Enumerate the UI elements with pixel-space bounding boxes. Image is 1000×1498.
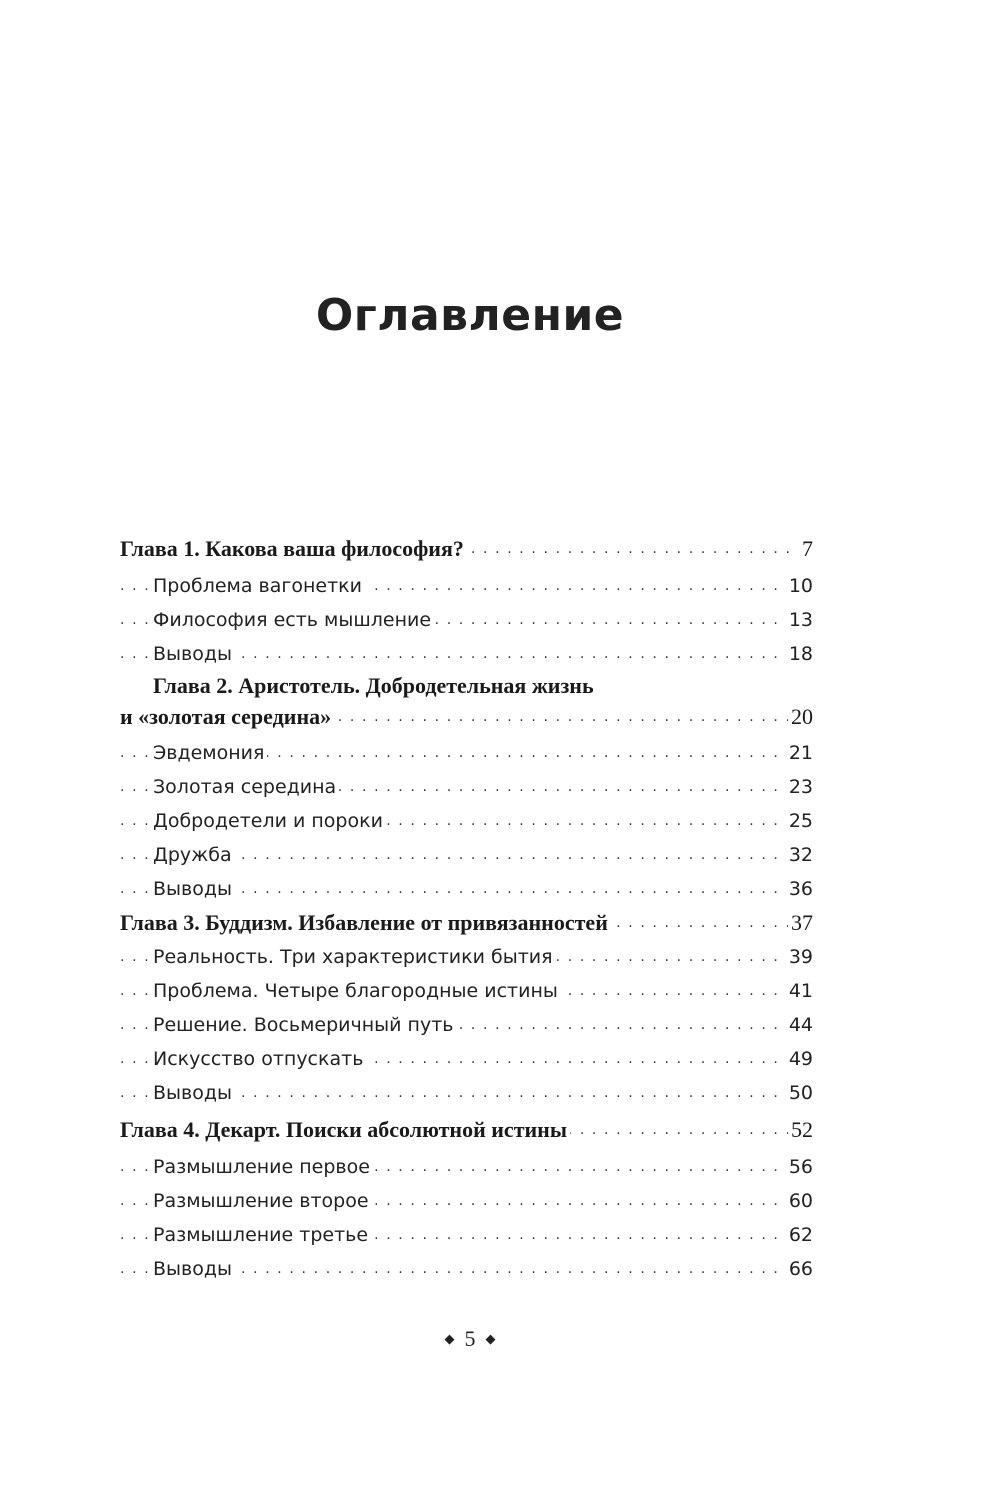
toc-entry-title-line1: Глава 2. Аристотель. Добродетельная жизнь bbox=[153, 673, 594, 698]
toc-entry-title: Размышление первое bbox=[153, 1156, 373, 1178]
toc-chapter-3[interactable] bbox=[120, 906, 813, 940]
toc-entry-page: 39 bbox=[786, 940, 813, 974]
toc-entry-page: 41 bbox=[786, 974, 813, 1008]
toc-entry-page: 23 bbox=[786, 770, 813, 804]
page-number: 5 bbox=[464, 1326, 476, 1351]
toc-entry-page: 50 bbox=[786, 1076, 813, 1110]
toc-chapter-4[interactable] bbox=[120, 1113, 813, 1147]
toc-section[interactable] bbox=[120, 1184, 813, 1218]
toc-entry-page: 32 bbox=[786, 838, 813, 872]
toc-entry-title: Размышление второе bbox=[153, 1190, 372, 1212]
toc-entry-page: 62 bbox=[786, 1218, 813, 1252]
toc-entry-page: 25 bbox=[786, 804, 813, 838]
toc-entry-title: Глава 3. Буддизм. Избавление от привязанностей bbox=[120, 910, 611, 935]
toc-entry-title-line2-row bbox=[120, 701, 813, 733]
toc-entry-page: 49 bbox=[786, 1042, 813, 1076]
toc-section[interactable] bbox=[120, 1076, 813, 1110]
toc-entry-title: Глава 4. Декарт. Поиски абсолютной истины bbox=[120, 1117, 570, 1142]
toc-entry-page: 66 bbox=[786, 1252, 813, 1286]
page-title: Оглавление bbox=[315, 290, 625, 341]
toc-section[interactable] bbox=[120, 804, 813, 838]
toc-entry-title: Выводы bbox=[153, 878, 235, 900]
toc-section[interactable] bbox=[120, 1008, 813, 1042]
toc-entry-title: Реальность. Три характеристики бытия bbox=[153, 946, 556, 968]
toc-entry-title-line2: и «золотая середина» bbox=[120, 704, 334, 729]
toc-entry-title: Выводы bbox=[153, 643, 235, 665]
toc-section[interactable] bbox=[120, 974, 813, 1008]
toc-entry-page: 20 bbox=[788, 701, 813, 733]
toc-entry-page: 13 bbox=[786, 603, 813, 637]
table-of-contents bbox=[120, 532, 813, 1286]
toc-entry-title: Выводы bbox=[153, 1258, 235, 1280]
page-footer bbox=[0, 1326, 940, 1352]
toc-entry-title: Добродетели и пороки bbox=[153, 810, 386, 832]
toc-entry-page: 37 bbox=[788, 906, 813, 940]
toc-entry-title: Проблема вагонетки bbox=[153, 575, 365, 597]
toc-section[interactable] bbox=[120, 1150, 813, 1184]
toc-entry-title: Выводы bbox=[153, 1082, 235, 1104]
diamond-ornament-icon: ◆ bbox=[444, 1331, 455, 1346]
toc-chapter-1[interactable] bbox=[120, 532, 813, 566]
toc-section[interactable] bbox=[120, 603, 813, 637]
toc-entry-title: Золотая середина bbox=[153, 776, 339, 798]
toc-entry-title: Дружба bbox=[153, 844, 235, 866]
toc-entry-page: 36 bbox=[786, 872, 813, 906]
toc-entry-page: 56 bbox=[786, 1150, 813, 1184]
toc-section[interactable] bbox=[120, 940, 813, 974]
toc-section[interactable] bbox=[120, 736, 813, 770]
toc-section[interactable] bbox=[120, 872, 813, 906]
toc-section[interactable] bbox=[120, 1252, 813, 1286]
toc-entry-page: 60 bbox=[786, 1184, 813, 1218]
toc-section[interactable] bbox=[120, 637, 813, 671]
toc-entry-page: 44 bbox=[786, 1008, 813, 1042]
toc-entry-page: 7 bbox=[799, 532, 813, 566]
toc-section[interactable] bbox=[120, 569, 813, 603]
toc-entry-title: Глава 1. Какова ваша философия? bbox=[120, 536, 467, 561]
toc-entry-title: Размышление третье bbox=[153, 1224, 371, 1246]
toc-chapter-2[interactable] bbox=[120, 671, 813, 733]
toc-section[interactable] bbox=[120, 838, 813, 872]
diamond-ornament-icon: ◆ bbox=[485, 1331, 496, 1346]
toc-entry-page: 10 bbox=[786, 569, 813, 603]
toc-entry-title: Решение. Восьмеричный путь bbox=[153, 1014, 456, 1036]
toc-section[interactable] bbox=[120, 1218, 813, 1252]
toc-section[interactable] bbox=[120, 1042, 813, 1076]
toc-section[interactable] bbox=[120, 770, 813, 804]
toc-entry-page: 52 bbox=[788, 1113, 813, 1147]
toc-entry-title: Философия есть мышление bbox=[153, 609, 434, 631]
toc-entry-title: Проблема. Четыре благородные истины bbox=[153, 980, 561, 1002]
toc-entry-title: Эвдемония bbox=[153, 742, 267, 764]
toc-entry-page: 21 bbox=[786, 736, 813, 770]
toc-entry-page: 18 bbox=[786, 637, 813, 671]
toc-entry-title: Искусство отпускать bbox=[153, 1048, 366, 1070]
